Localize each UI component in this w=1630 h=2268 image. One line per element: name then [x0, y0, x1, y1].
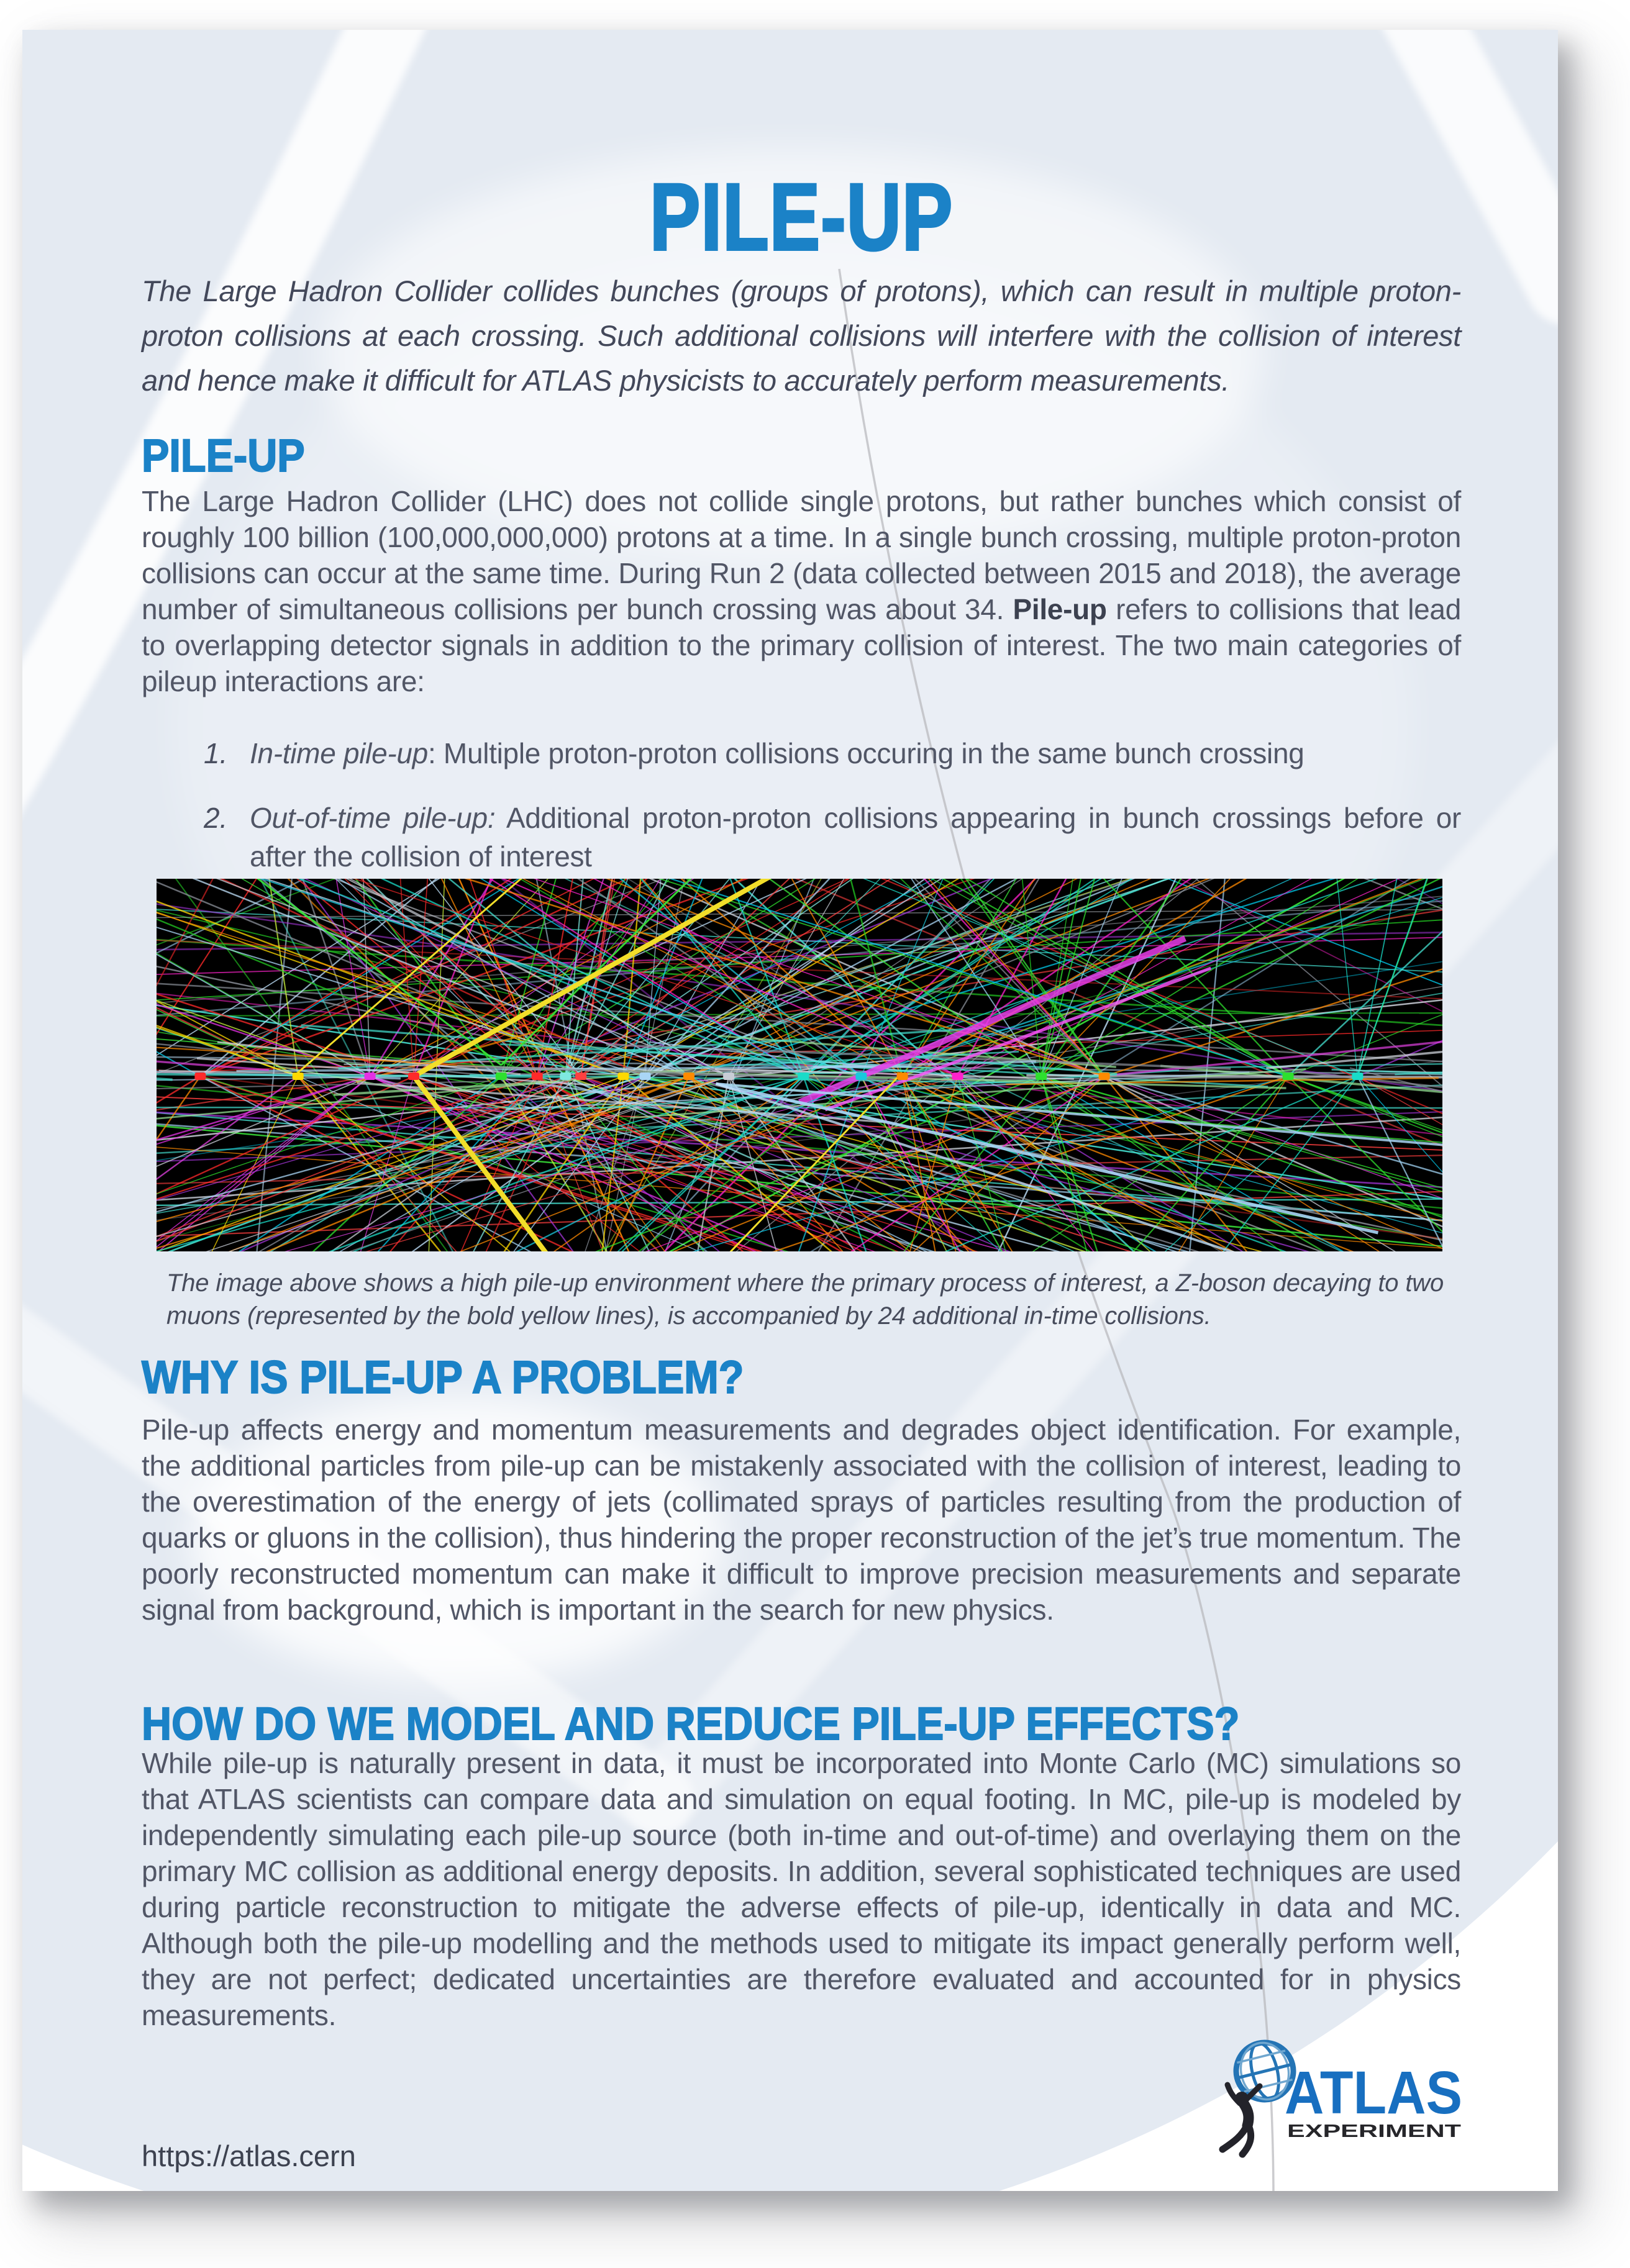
- list-text-1: [250, 734, 1461, 773]
- event-display-tracks: [157, 879, 1442, 1251]
- atlas-logo: [1203, 2039, 1476, 2175]
- section-heading-model: HOW DO WE MODEL AND REDUCE PILE-UP EFFECTS?: [142, 1698, 1240, 1749]
- atlas-figure-icon: [1222, 2085, 1260, 2154]
- logo-subtitle: EXPERIMENT: [1287, 2121, 1462, 2141]
- list-number-2: 2.: [204, 802, 228, 834]
- section-heading-problem: WHY IS PILE-UP A PROBLEM?: [142, 1351, 744, 1403]
- factsheet-page: [22, 30, 1558, 2191]
- intro-paragraph: The Large Hadron Collider collides bunches (groups of protons), which can result in multiple proton-proton collisions at each crossing. Such additional collisions will interfere with the collision of interest and hence make it difficult for ATLAS physicists to accurately perform measurements.: [142, 274, 1461, 397]
- list-item-out-of-time: [204, 799, 1461, 876]
- list-number-1: 1.: [204, 737, 228, 769]
- pileup-bold-term: Pile-up: [1013, 593, 1107, 625]
- section-heading-pileup: PILE-UP: [142, 430, 305, 481]
- pileup-paragraph: [142, 483, 1461, 699]
- problem-paragraph: Pile-up affects energy and momentum measurements and degrades object identification. For example, the additional particles from pile-up can be mistakenly associated with the collision of interest, leading to the overestimation of the energy of jets (collimated sprays of particles resulting from the production of quarks or gluons in the collision), thus hindering the proper reconstruction of the jet’s true momentum. The poorly reconstructed momentum can make it difficult to improve precision measurements and separate signal from background, which is important in the search for new physics.: [142, 1413, 1461, 1626]
- list-rest-1: : Multiple proton-proton collisions occuring in the same bunch crossing: [427, 737, 1304, 769]
- list-text-2: [250, 799, 1461, 876]
- pileup-event-display-image: [157, 879, 1442, 1251]
- pileup-paragraph-lead: The Large Hadron Collider (LHC) does not collide single protons, but rather bunches which consist of roughly 100 billion (100,000,000,000) protons at a time. In a single bunch crossing, multiple proton-proton collisions can occur at the same time. During Run 2 (data collected between 2015 and 2018), the average number of simultaneous collisions per bunch crossing was about 34.: [142, 485, 1461, 625]
- list-rest-2: Additional proton-proton collisions appearing in bunch crossings before or after the collision of interest: [250, 802, 1461, 873]
- image-caption: The image above shows a high pile-up environment where the primary process of interest, a Z-boson decaying to two muons (represented by the bold yellow lines), is accompanied by 24 additional in-time collisions.: [166, 1269, 1444, 1330]
- model-paragraph: While pile-up is naturally present in data, it must be incorporated into Monte Carlo (MC) simulations so that ATLAS scientists can compare data and simulation on equal footing. In MC, pile-up is modeled by independently simulating each pile-up source (both in-time and out-of-time) and overlaying them on the primary MC collision as additional energy deposits. In addition, several sophisticated techniques are used during particle reconstruction to mitigate the adverse effects of pile-up, identically in data and MC. Although both the pile-up modelling and the methods used to mitigate its impact generally perform well, they are not perfect; dedicated uncertainties are therefore evaluated and accounted for in physics measurements.: [142, 1747, 1461, 2031]
- list-item-in-time: [204, 734, 1461, 773]
- page-title: PILE-UP: [649, 164, 954, 270]
- pileup-types-list: [204, 734, 1461, 902]
- pileup-paragraph-tail: refers to collisions that lead to overlapping detector signals in addition to the primary collision of interest. The two main categories of pileup interactions are:: [142, 593, 1461, 697]
- list-term-in-time: In-time pile-up: [250, 737, 428, 769]
- logo-wordmark: ATLAS: [1285, 2059, 1462, 2126]
- atlas-logo-graphic: [1203, 2039, 1476, 2175]
- list-term-out-of-time: Out-of-time pile-up:: [250, 802, 496, 834]
- footer-url-link[interactable]: https://atlas.cern: [142, 2139, 356, 2172]
